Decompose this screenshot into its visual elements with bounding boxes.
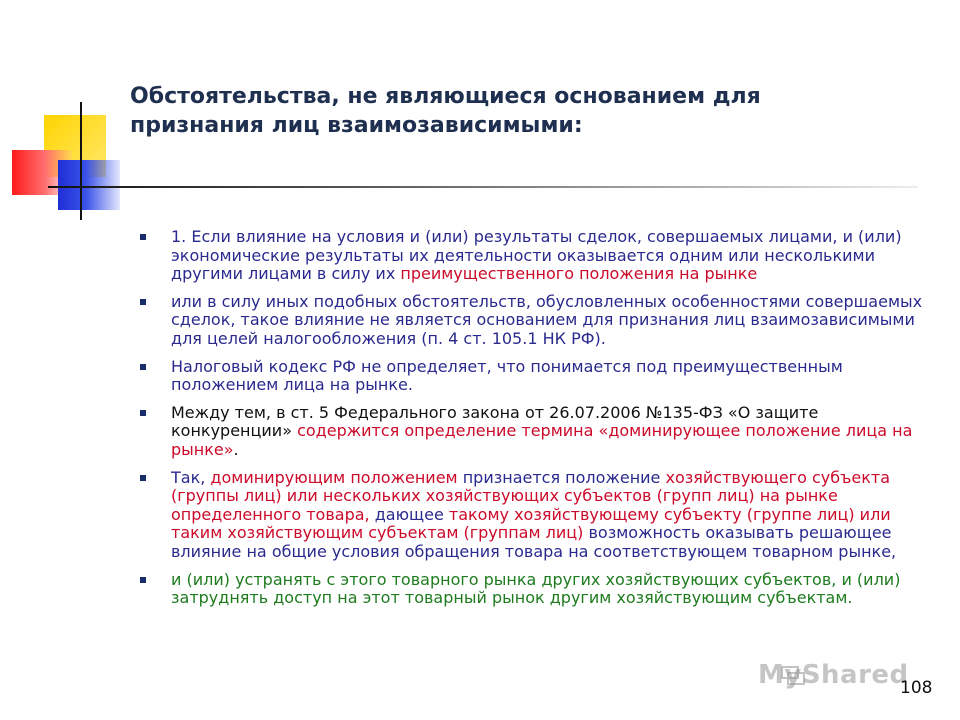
bullet-item bbox=[134, 293, 924, 349]
bullet-text-segment: содержится определение термина «доминирующее положение лица на рынке» bbox=[171, 421, 913, 459]
slide-title-line-1: Обстоятельства, не являющиеся основанием для bbox=[130, 84, 761, 109]
decor-vertical-line bbox=[80, 102, 82, 220]
bullet-item bbox=[134, 358, 924, 395]
decor-horizontal-rule bbox=[48, 186, 918, 188]
bullet-text-segment: или в силу иных подобных обстоятельств, обусловленных особенностями совершаемых сделок, такое влияние не является основанием для признания лиц взаимозависимыми для целей налогообложения (п. 4 ст. 105.1 НК РФ). bbox=[171, 291, 923, 348]
bullet-marker-icon bbox=[140, 410, 146, 416]
bullet-text-segment: такому хозяйствующему субъекту (группе лиц) или таким хозяйствующим субъектам (группам лиц) bbox=[171, 504, 891, 543]
bullet-list bbox=[134, 228, 924, 617]
bullet-item bbox=[134, 228, 924, 284]
bullet-text-segment: возможность оказывать решающее влияние на общие условия обращения товара на соответствующем товарном рынке, bbox=[171, 523, 897, 561]
bullet-text-segment: Налоговый кодекс РФ не определяет, что понимается под преимущественным положением лица на рынке. bbox=[171, 356, 843, 395]
bullet-item bbox=[134, 469, 924, 562]
bullet-text-segment: Между тем, в ст. 5 Федерального закона от 26.07.2006 №135-ФЗ «О защите конкуренции» bbox=[171, 402, 819, 441]
decor-blue-square bbox=[58, 160, 120, 210]
bullet-text-segment: . bbox=[233, 439, 239, 459]
bullet-text-segment: дающее bbox=[369, 504, 449, 524]
bullet-text-segment: 1. Если влияние на условия и (или) результаты сделок, совершаемых лицами, и (или) экономические результаты их деятельности оказывается одним или несколькими другими лицами в силу их bbox=[171, 227, 902, 284]
bullet-text-segment: доминирующим положением bbox=[210, 467, 458, 487]
bullet-text-segment: признается положение bbox=[457, 467, 666, 487]
bullet-marker-icon bbox=[140, 475, 146, 481]
bullet-marker-icon bbox=[140, 299, 146, 305]
bullet-text-segment: хозяйствующего субъекта (группы лиц) или нескольких хозяйствующих субъектов (групп лиц) на рынке определенного товара, bbox=[171, 467, 891, 524]
bullet-item bbox=[134, 571, 924, 608]
slide-title bbox=[130, 82, 910, 140]
bullet-marker-icon bbox=[140, 234, 146, 240]
bullet-marker-icon bbox=[140, 364, 146, 370]
bullet-text-segment: Так, bbox=[171, 467, 211, 487]
bullet-text-segment: и (или) устранять с этого товарного рынка других хозяйствующих субъектов, и (или) затруднять доступ на этот товарный рынок другим хозяйствующим субъектам. bbox=[171, 569, 901, 608]
watermark-text: MyShared bbox=[758, 660, 909, 690]
bullet-text-segment: преимущественного положения на рынке bbox=[400, 264, 758, 284]
bullet-marker-icon bbox=[140, 577, 146, 583]
bullet-item bbox=[134, 404, 924, 460]
slide-title-line-2: признания лиц взаимозависимыми: bbox=[130, 113, 583, 138]
page-number: 108 bbox=[900, 678, 933, 698]
